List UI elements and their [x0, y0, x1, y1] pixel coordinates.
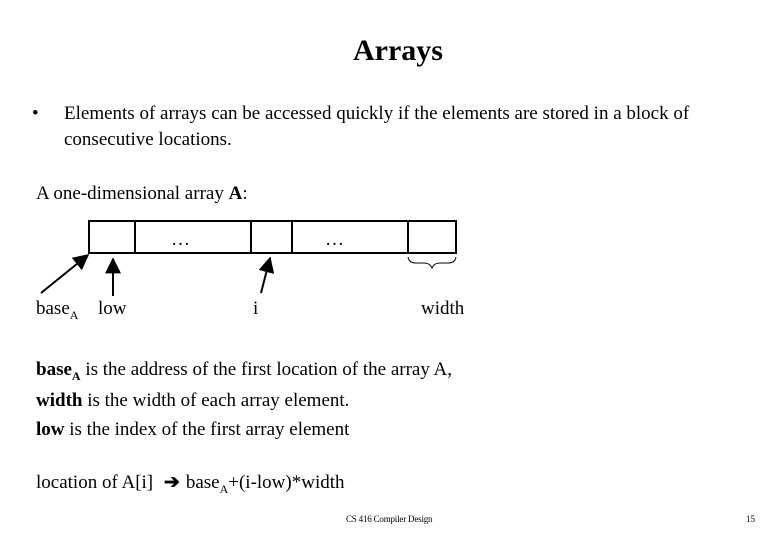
definition-low — [36, 415, 452, 444]
arrow-right-icon: ➔ — [163, 472, 180, 493]
definition-term: base — [36, 359, 72, 380]
slide-title: Arrays — [353, 34, 443, 67]
array-box — [89, 221, 456, 253]
definition-width — [36, 386, 452, 415]
array-label-name: A — [228, 183, 243, 204]
i-arrow — [261, 258, 270, 293]
formula-base-subscript: A — [219, 482, 229, 496]
array-label-suffix: : — [242, 183, 248, 204]
definition-term: width — [36, 390, 83, 411]
formula-lhs: location of A[i] — [36, 472, 154, 493]
label-base — [36, 298, 78, 321]
bullet-marker: • — [32, 103, 39, 124]
address-formula — [36, 471, 345, 494]
definition-term: low — [36, 419, 65, 440]
label-low: low — [98, 298, 127, 319]
base-arrow — [41, 255, 88, 293]
footer-text: CS 416 Compiler Design — [346, 514, 433, 524]
width-brace — [408, 257, 456, 268]
definitions — [36, 355, 452, 444]
label-width: width — [421, 298, 465, 319]
formula-base: base — [185, 472, 220, 493]
definition-text: is the address of the first location of the array A, — [80, 359, 453, 380]
formula-rest: +(i-low)*width — [228, 472, 345, 493]
array-label-prefix: A one-dimensional array — [36, 183, 229, 204]
definition-text: is the index of the first array element — [64, 419, 350, 440]
label-base-subscript: A — [69, 308, 79, 322]
bullet-text: Elements of arrays can be accessed quickly if the elements are stored in a block of consecutive locations. — [64, 103, 690, 150]
definition-term-subscript: A — [71, 369, 81, 383]
definition-text: is the width of each array element. — [82, 390, 350, 411]
ellipsis-left: … — [171, 229, 190, 250]
label-base-text: base — [36, 298, 70, 319]
ellipsis-right: … — [325, 229, 344, 250]
definition-base — [36, 355, 452, 386]
label-i: i — [253, 298, 259, 319]
page-number: 15 — [746, 514, 755, 524]
